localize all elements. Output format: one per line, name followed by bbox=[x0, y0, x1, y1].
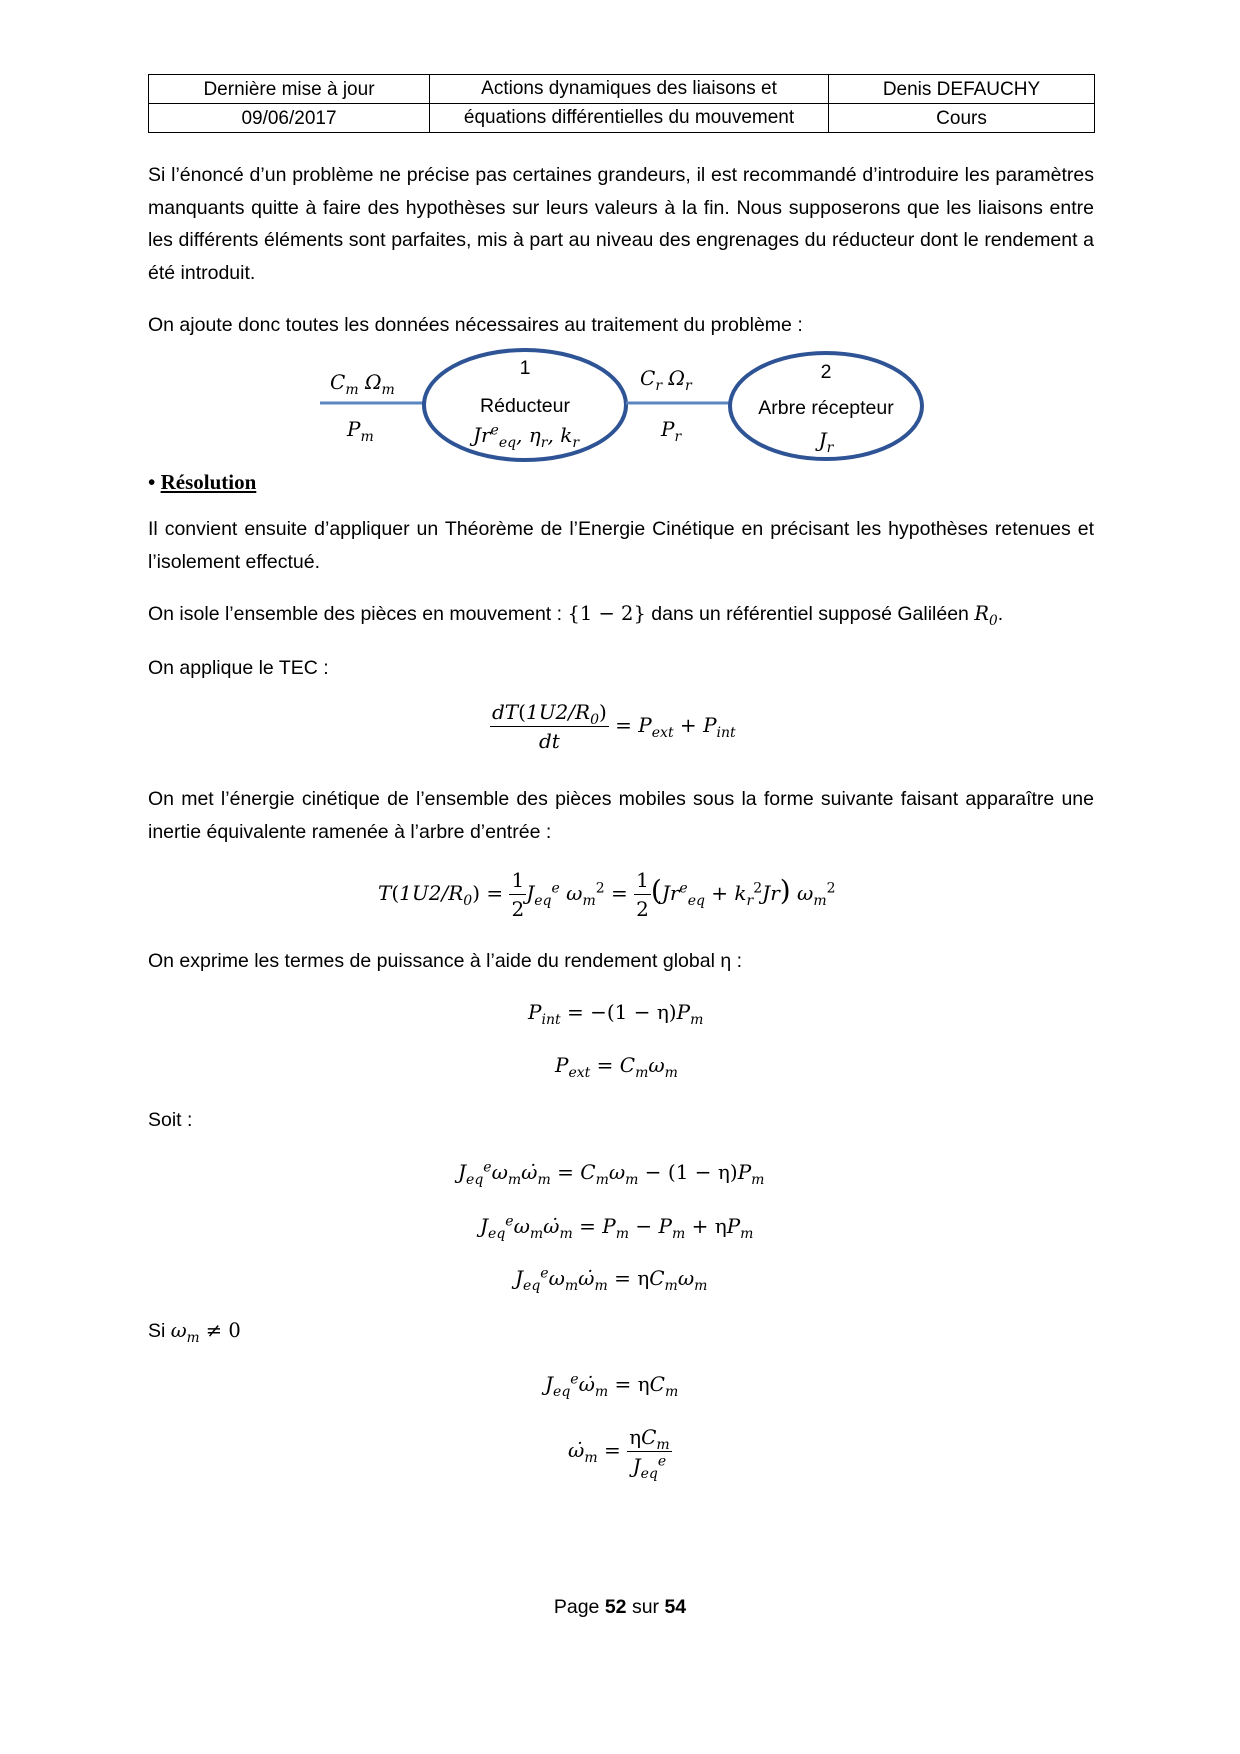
footer-page-label: Page bbox=[553, 1596, 600, 1618]
apply-tec-text: On applique le TEC : bbox=[148, 657, 329, 679]
receiver-params: $J_r$ bbox=[818, 428, 834, 456]
equation-pint: $P_{int} = -(1 - \eta)P_m$ bbox=[528, 1000, 704, 1028]
page-footer bbox=[0, 1596, 1240, 1619]
equation-tec: $\frac{dT(1U2/R_0)}{dt}$ = $P_{ext} + P_{int}$ bbox=[492, 700, 736, 753]
footer-page-total: 54 bbox=[664, 1596, 687, 1618]
document-title-line1: Actions dynamiques des liaisons et bbox=[430, 75, 829, 104]
equation-kinetic-energy: $T(1U2/R_0)$ = $\frac{1}{2}$ $J_{eq}^e$ $\omega_m^2$ = $\frac{1}{2}$ $(Jr^e_{eq} + k_r^2Jr)$ $\omega_m^2$ bbox=[378, 868, 836, 921]
isolation-line: On isole l’ensemble des pièces en mouvement : {1 − 2} dans un référentiel supposé Galiléen $R_0$. bbox=[148, 602, 1004, 629]
reducer-params: $Jr^e_{eq}$, $\eta_r$, $k_r$ bbox=[472, 422, 580, 451]
equation-pext: $P_{ext} = C_m\omega_m$ bbox=[555, 1053, 678, 1081]
receiver-number: 2 bbox=[820, 361, 832, 383]
receiver-name: Arbre récepteur bbox=[758, 397, 894, 419]
document-title-line2: équations différentielles du mouvement bbox=[430, 104, 829, 133]
energy-paragraph: On met l’énergie cinétique de l’ensemble des pièces mobiles sous la forme suivante faisant apparaître une inertie équivalente ramenée à l’arbre d’entrée : bbox=[148, 788, 1094, 843]
reducer-number: 1 bbox=[519, 357, 531, 379]
isolation-frame: $R_0$ bbox=[974, 602, 998, 629]
equation-step1: $J_{eq}^e\omega_m\omegȧ_m = C_m\omega_m - (1 - \eta)P_m$ bbox=[458, 1159, 765, 1188]
document-type: Cours bbox=[829, 104, 1095, 133]
isolation-prefix: On isole l’ensemble des pièces en mouvement : bbox=[148, 603, 568, 625]
section-heading bbox=[148, 470, 256, 495]
author-name: Denis DEFAUCHY bbox=[829, 75, 1095, 104]
isolation-suffix: dans un référentiel supposé Galiléen bbox=[645, 603, 975, 625]
header-table bbox=[148, 74, 1095, 133]
link-torque-speed-label: $C_r$ $\Omega_r$ bbox=[640, 366, 692, 394]
footer-page-number: 52 bbox=[604, 1596, 627, 1618]
isolation-set: {1 − 2} bbox=[567, 602, 646, 625]
input-torque-speed-label: $C_m$ $\Omega_m$ bbox=[330, 370, 395, 398]
condition-line: Si $\omega_m \ne 0$ bbox=[148, 1319, 241, 1346]
equation-step3: $J_{eq}^e\omega_m\omegȧ_m = \eta C_m\omega_m$ bbox=[515, 1265, 708, 1294]
bullet: • bbox=[148, 470, 156, 494]
link-power-label: $P_r$ bbox=[661, 417, 682, 445]
soit-text: Soit : bbox=[148, 1109, 193, 1131]
intro-paragraph: Si l’énoncé d’un problème ne précise pas certaines grandeurs, il est recommandé d’introduire les paramètres manquants quitte à faire des hypothèses sur leurs valeurs à la fin. Nous supposerons que les liaisons entre les différents éléments sont parfaites, mis à part au niveau des engrenages du réducteur dont le rendement a été introduit. bbox=[148, 164, 1094, 284]
update-date: 09/06/2017 bbox=[149, 104, 430, 133]
update-label: Dernière mise à jour bbox=[149, 75, 430, 104]
power-text: On exprime les termes de puissance à l’aide du rendement global η : bbox=[148, 950, 742, 972]
equation-final2: $\omegȧ_m$ = $\frac{\eta C_m}{J_{eq}^e}$ bbox=[568, 1425, 670, 1482]
footer-of-label: sur bbox=[631, 1596, 660, 1618]
tec-intro-paragraph: Il convient ensuite d’appliquer un Théorème de l’Energie Cinétique en précisant les hypothèses retenues et l’isolement effectué. bbox=[148, 518, 1094, 573]
si-text: Si bbox=[148, 1320, 171, 1342]
reducer-name: Réducteur bbox=[480, 395, 570, 417]
section-title: Résolution bbox=[160, 470, 257, 494]
data-intro-text: On ajoute donc toutes les données nécessaires au traitement du problème : bbox=[148, 314, 803, 336]
equation-final1: $J_{eq}^e\omegȧ_m = \eta C_m$ bbox=[545, 1371, 679, 1400]
equation-step2: $J_{eq}^e\omega_m\omegȧ_m = P_m - P_m + \eta P_m$ bbox=[480, 1213, 754, 1242]
input-power-label: $P_m$ bbox=[347, 417, 374, 445]
